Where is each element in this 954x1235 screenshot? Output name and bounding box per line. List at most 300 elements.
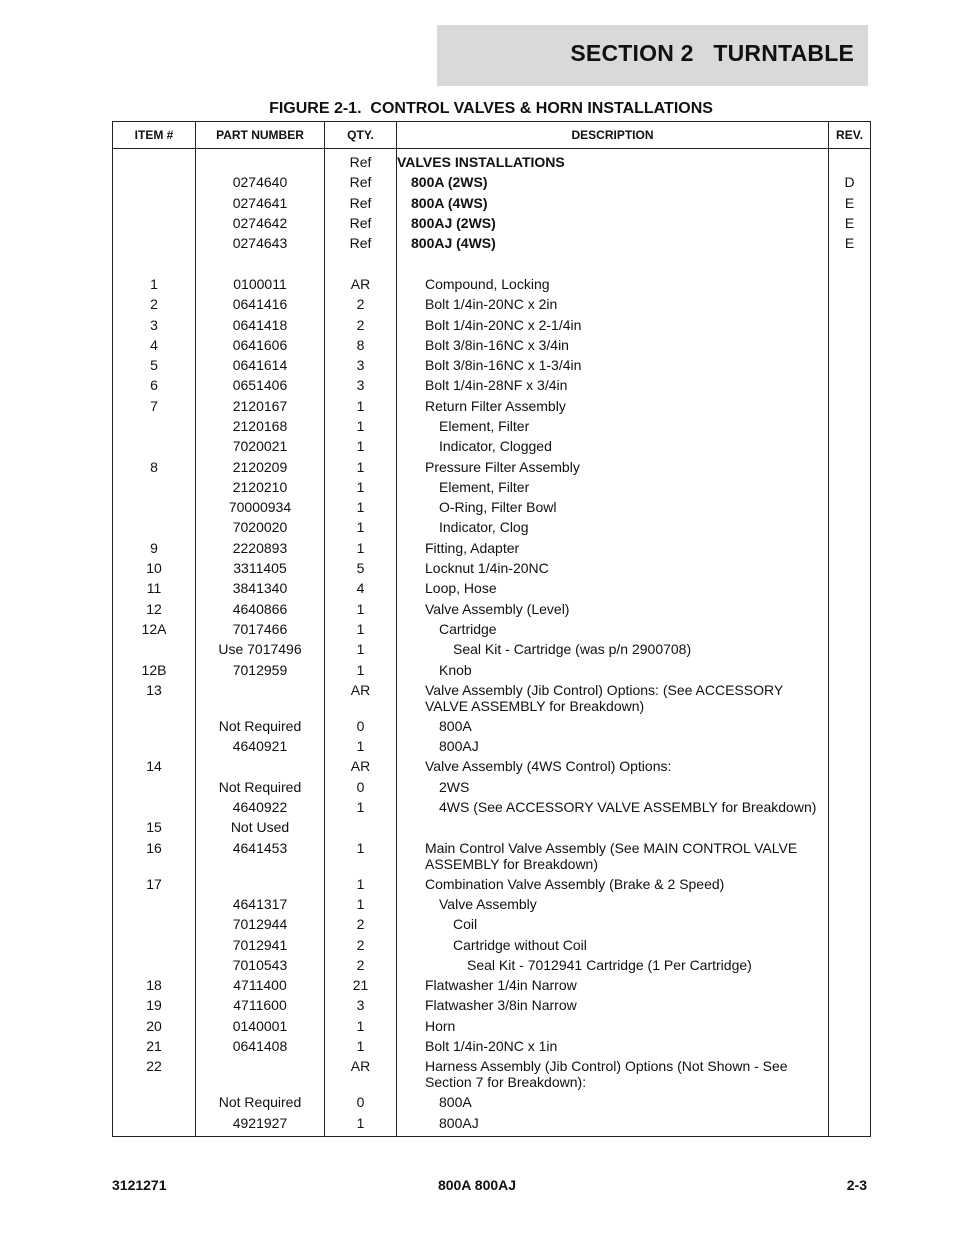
item-number-cell: 6: [113, 375, 196, 395]
table-row: [113, 517, 871, 537]
revision-cell: [829, 975, 871, 995]
part-number-cell: [196, 874, 325, 894]
revision-cell: [829, 817, 871, 837]
description-cell: [397, 294, 829, 314]
quantity-cell: AR: [325, 680, 397, 716]
quantity-cell: 1: [325, 894, 397, 914]
table-row: [113, 995, 871, 1015]
item-number-cell: [113, 253, 196, 273]
description-text: Bolt 3/8in-16NC x 1-3/4in: [425, 357, 582, 374]
description-text: Flatwasher 1/4in Narrow: [425, 977, 577, 994]
quantity-cell: 2: [325, 914, 397, 934]
table-row: [113, 975, 871, 995]
description-cell: [397, 375, 829, 395]
table-row: [113, 193, 871, 213]
column-header-part-number: PART NUMBER: [196, 122, 325, 149]
item-number-cell: 5: [113, 355, 196, 375]
part-number-cell: 4921927: [196, 1112, 325, 1136]
revision-cell: [829, 659, 871, 679]
part-number-cell: 4641453: [196, 838, 325, 874]
quantity-cell: [325, 253, 397, 273]
part-number-cell: 4711400: [196, 975, 325, 995]
description-text: Bolt 1/4in-28NF x 3/4in: [425, 377, 568, 394]
table-row: [113, 639, 871, 659]
part-number-cell: 0641614: [196, 355, 325, 375]
part-number-cell: 2120168: [196, 416, 325, 436]
table-row: [113, 838, 871, 874]
revision-cell: [829, 1092, 871, 1112]
section-header-box: [437, 25, 868, 86]
part-number-cell: 7012941: [196, 934, 325, 954]
revision-cell: [829, 456, 871, 476]
description-text: Element, Filter: [439, 478, 530, 495]
revision-cell: [829, 416, 871, 436]
quantity-cell: 0: [325, 1092, 397, 1112]
quantity-cell: 1: [325, 797, 397, 817]
part-number-cell: Not Used: [196, 817, 325, 837]
part-number-cell: 4640921: [196, 736, 325, 756]
quantity-cell: Ref: [325, 172, 397, 192]
description-cell: [397, 934, 829, 954]
description-text: Valve Assembly (Level): [425, 600, 570, 617]
table-row: [113, 335, 871, 355]
description-cell: [397, 619, 829, 639]
item-number-cell: 14: [113, 756, 196, 776]
footer-model: 800A 800AJ: [437, 1177, 517, 1193]
description-cell: [397, 172, 829, 192]
table-row: [113, 934, 871, 954]
item-number-cell: [113, 934, 196, 954]
table-row: [113, 253, 871, 273]
description-cell: [397, 914, 829, 934]
description-text: Pressure Filter Assembly: [425, 458, 580, 475]
parts-table-body: [113, 149, 871, 1137]
quantity-cell: 1: [325, 599, 397, 619]
description-text: Coil: [453, 916, 478, 933]
table-row: [113, 599, 871, 619]
table-row: [113, 1092, 871, 1112]
description-text: Fitting, Adapter: [425, 539, 520, 556]
quantity-cell: 1: [325, 874, 397, 894]
description-text: 800A (2WS): [411, 174, 488, 191]
description-text: O-Ring, Filter Bowl: [439, 499, 557, 516]
part-number-cell: 7012959: [196, 659, 325, 679]
table-row: [113, 1056, 871, 1092]
item-number-cell: 17: [113, 874, 196, 894]
description-text: 800AJ (4WS): [411, 235, 496, 252]
part-number-cell: 0274642: [196, 213, 325, 233]
part-number-cell: 7020020: [196, 517, 325, 537]
revision-cell: [829, 716, 871, 736]
item-number-cell: [113, 193, 196, 213]
revision-cell: [829, 149, 871, 173]
description-cell: [397, 659, 829, 679]
table-row: [113, 149, 871, 173]
description-cell: [397, 975, 829, 995]
quantity-cell: AR: [325, 756, 397, 776]
item-number-cell: [113, 172, 196, 192]
table-row: [113, 233, 871, 253]
part-number-cell: Not Required: [196, 1092, 325, 1112]
revision-cell: [829, 914, 871, 934]
quantity-cell: 8: [325, 335, 397, 355]
description-text: Valve Assembly: [439, 895, 537, 912]
item-number-cell: [113, 914, 196, 934]
part-number-cell: Not Required: [196, 716, 325, 736]
description-text: Seal Kit - Cartridge (was p/n 2900708): [453, 641, 692, 658]
table-row: [113, 375, 871, 395]
table-row: [113, 314, 871, 334]
description-cell: [397, 894, 829, 914]
description-text: Main Control Valve Assembly (See MAIN CONTROL VALVE ASSEMBLY for Breakdown): [425, 839, 798, 872]
description-text: Harness Assembly (Jib Control) Options (Not Shown - See Section 7 for Breakdown):: [425, 1058, 788, 1091]
revision-cell: [829, 874, 871, 894]
part-number-cell: 4641317: [196, 894, 325, 914]
item-number-cell: 18: [113, 975, 196, 995]
part-number-cell: [196, 149, 325, 173]
quantity-cell: AR: [325, 1056, 397, 1092]
quantity-cell: 21: [325, 975, 397, 995]
description-text: Cartridge without Coil: [453, 936, 587, 953]
table-row: [113, 716, 871, 736]
part-number-cell: 0274643: [196, 233, 325, 253]
item-number-cell: 12A: [113, 619, 196, 639]
part-number-cell: 4640922: [196, 797, 325, 817]
table-row: [113, 736, 871, 756]
table-header-row: [113, 122, 871, 149]
description-cell: [397, 517, 829, 537]
table-row: [113, 558, 871, 578]
item-number-cell: 12B: [113, 659, 196, 679]
description-cell: [397, 1036, 829, 1056]
description-cell: [397, 396, 829, 416]
description-text: Flatwasher 3/8in Narrow: [425, 997, 577, 1014]
description-cell: [397, 497, 829, 517]
part-number-cell: 0274641: [196, 193, 325, 213]
description-text: Bolt 1/4in-20NC x 2in: [425, 296, 558, 313]
revision-cell: [829, 894, 871, 914]
description-text: VALVES INSTALLATIONS: [397, 154, 565, 171]
description-cell: [397, 716, 829, 736]
description-text: 2WS: [439, 778, 470, 795]
revision-cell: [829, 314, 871, 334]
item-number-cell: [113, 233, 196, 253]
part-number-cell: 3311405: [196, 558, 325, 578]
quantity-cell: 1: [325, 497, 397, 517]
quantity-cell: 1: [325, 619, 397, 639]
item-number-cell: 3: [113, 314, 196, 334]
footer-page-number: 2-3: [846, 1177, 867, 1193]
revision-cell: [829, 934, 871, 954]
table-row: [113, 213, 871, 233]
item-number-cell: [113, 1112, 196, 1136]
quantity-cell: 0: [325, 777, 397, 797]
quantity-cell: 3: [325, 995, 397, 1015]
revision-cell: [829, 1016, 871, 1036]
quantity-cell: AR: [325, 274, 397, 294]
quantity-cell: 1: [325, 1036, 397, 1056]
quantity-cell: 2: [325, 934, 397, 954]
description-cell: [397, 578, 829, 598]
item-number-cell: [113, 477, 196, 497]
revision-cell: [829, 777, 871, 797]
description-cell: [397, 314, 829, 334]
description-cell: [397, 1092, 829, 1112]
item-number-cell: [113, 716, 196, 736]
description-cell: [397, 777, 829, 797]
item-number-cell: 8: [113, 456, 196, 476]
quantity-cell: 0: [325, 716, 397, 736]
revision-cell: [829, 797, 871, 817]
column-header-rev: REV.: [829, 122, 871, 149]
revision-cell: [829, 355, 871, 375]
quantity-cell: 5: [325, 558, 397, 578]
quantity-cell: Ref: [325, 149, 397, 173]
description-text: Seal Kit - 7012941 Cartridge (1 Per Cartridge): [467, 956, 752, 973]
description-cell: [397, 436, 829, 456]
quantity-cell: Ref: [325, 233, 397, 253]
parts-table: [112, 121, 871, 1137]
description-text: Horn: [425, 1017, 456, 1034]
table-row: [113, 456, 871, 476]
part-number-cell: 0274640: [196, 172, 325, 192]
revision-cell: [829, 736, 871, 756]
part-number-cell: [196, 253, 325, 273]
revision-cell: [829, 253, 871, 273]
table-row: [113, 578, 871, 598]
item-number-cell: 10: [113, 558, 196, 578]
quantity-cell: 3: [325, 355, 397, 375]
revision-cell: [829, 1056, 871, 1092]
description-text: 4WS (See ACCESSORY VALVE ASSEMBLY for Breakdown): [439, 799, 817, 816]
description-cell: [397, 558, 829, 578]
revision-cell: E: [829, 213, 871, 233]
part-number-cell: 7017466: [196, 619, 325, 639]
part-number-cell: 0100011: [196, 274, 325, 294]
description-cell: [397, 149, 829, 173]
revision-cell: [829, 680, 871, 716]
description-cell: [397, 477, 829, 497]
description-text: Valve Assembly (4WS Control) Options:: [425, 758, 672, 775]
item-number-cell: [113, 955, 196, 975]
description-text: 800AJ: [439, 738, 479, 755]
table-row: [113, 355, 871, 375]
item-number-cell: [113, 213, 196, 233]
part-number-cell: 0641606: [196, 335, 325, 355]
description-text: Locknut 1/4in-20NC: [425, 560, 549, 577]
table-row: [113, 477, 871, 497]
item-number-cell: [113, 436, 196, 456]
table-row: [113, 680, 871, 716]
revision-cell: [829, 375, 871, 395]
description-cell: [397, 253, 829, 273]
part-number-cell: 7010543: [196, 955, 325, 975]
quantity-cell: 1: [325, 456, 397, 476]
table-row: [113, 497, 871, 517]
description-cell: [397, 599, 829, 619]
table-row: [113, 172, 871, 192]
description-text: Bolt 3/8in-16NC x 3/4in: [425, 336, 569, 353]
column-header-description: DESCRIPTION: [397, 122, 829, 149]
description-cell: [397, 874, 829, 894]
section-title: SECTION 2 TURNTABLE: [570, 40, 854, 66]
description-text: Valve Assembly (Jib Control) Options: (See ACCESSORY VALVE ASSEMBLY for Breakdown): [425, 681, 783, 714]
description-cell: [397, 193, 829, 213]
part-number-cell: 3841340: [196, 578, 325, 598]
description-text: Combination Valve Assembly (Brake & 2 Speed): [425, 875, 725, 892]
item-number-cell: [113, 894, 196, 914]
quantity-cell: 1: [325, 436, 397, 456]
description-cell: [397, 1112, 829, 1136]
revision-cell: [829, 599, 871, 619]
revision-cell: [829, 517, 871, 537]
revision-cell: [829, 477, 871, 497]
description-text: 800A: [439, 717, 472, 734]
quantity-cell: Ref: [325, 213, 397, 233]
description-cell: [397, 955, 829, 975]
quantity-cell: 1: [325, 396, 397, 416]
description-text: Compound, Locking: [425, 275, 550, 292]
revision-cell: [829, 578, 871, 598]
description-text: Cartridge: [439, 620, 497, 637]
part-number-cell: Not Required: [196, 777, 325, 797]
quantity-cell: 1: [325, 1112, 397, 1136]
revision-cell: [829, 639, 871, 659]
table-row: [113, 874, 871, 894]
item-number-cell: 11: [113, 578, 196, 598]
description-text: Indicator, Clogged: [439, 438, 552, 455]
item-number-cell: [113, 1092, 196, 1112]
quantity-cell: 4: [325, 578, 397, 598]
table-row: [113, 777, 871, 797]
description-text: 800A: [439, 1094, 472, 1111]
description-cell: [397, 1056, 829, 1092]
description-cell: [397, 817, 829, 837]
revision-cell: [829, 436, 871, 456]
description-cell: [397, 838, 829, 874]
description-text: Bolt 1/4in-20NC x 2-1/4in: [425, 316, 582, 333]
part-number-cell: 7012944: [196, 914, 325, 934]
revision-cell: [829, 335, 871, 355]
description-text: 800AJ: [439, 1114, 479, 1131]
table-row: [113, 274, 871, 294]
revision-cell: [829, 497, 871, 517]
table-row: [113, 817, 871, 837]
item-number-cell: 22: [113, 1056, 196, 1092]
part-number-cell: 4640866: [196, 599, 325, 619]
part-number-cell: 0641416: [196, 294, 325, 314]
column-header-qty: QTY.: [325, 122, 397, 149]
part-number-cell: 7020021: [196, 436, 325, 456]
part-number-cell: 70000934: [196, 497, 325, 517]
part-number-cell: [196, 756, 325, 776]
description-cell: [397, 355, 829, 375]
table-row: [113, 396, 871, 416]
description-text: 800A (4WS): [411, 194, 488, 211]
quantity-cell: 1: [325, 517, 397, 537]
description-cell: [397, 456, 829, 476]
item-number-cell: [113, 777, 196, 797]
revision-cell: [829, 294, 871, 314]
part-number-cell: 0140001: [196, 1016, 325, 1036]
table-row: [113, 756, 871, 776]
table-row: [113, 1016, 871, 1036]
description-text: Loop, Hose: [425, 580, 497, 597]
table-row: [113, 894, 871, 914]
item-number-cell: 16: [113, 838, 196, 874]
item-number-cell: [113, 149, 196, 173]
part-number-cell: 2120167: [196, 396, 325, 416]
item-number-cell: 21: [113, 1036, 196, 1056]
item-number-cell: 12: [113, 599, 196, 619]
revision-cell: E: [829, 193, 871, 213]
column-header-item: ITEM #: [113, 122, 196, 149]
figure-title: FIGURE 2-1. CONTROL VALVES & HORN INSTALLATIONS: [269, 100, 713, 117]
quantity-cell: 3: [325, 375, 397, 395]
description-cell: [397, 995, 829, 1015]
description-cell: [397, 274, 829, 294]
revision-cell: D: [829, 172, 871, 192]
revision-cell: [829, 558, 871, 578]
revision-cell: [829, 756, 871, 776]
table-row: [113, 1112, 871, 1136]
quantity-cell: 1: [325, 639, 397, 659]
quantity-cell: 2: [325, 314, 397, 334]
revision-cell: [829, 1112, 871, 1136]
quantity-cell: 1: [325, 838, 397, 874]
description-cell: [397, 1016, 829, 1036]
revision-cell: [829, 955, 871, 975]
item-number-cell: 2: [113, 294, 196, 314]
item-number-cell: 19: [113, 995, 196, 1015]
item-number-cell: [113, 797, 196, 817]
revision-cell: [829, 538, 871, 558]
part-number-cell: 0651406: [196, 375, 325, 395]
table-row: [113, 538, 871, 558]
item-number-cell: 15: [113, 817, 196, 837]
quantity-cell: [325, 817, 397, 837]
quantity-cell: 1: [325, 416, 397, 436]
description-text: Element, Filter: [439, 418, 530, 434]
description-cell: [397, 538, 829, 558]
description-cell: [397, 639, 829, 659]
description-cell: [397, 797, 829, 817]
description-cell: [397, 736, 829, 756]
item-number-cell: 9: [113, 538, 196, 558]
quantity-cell: 1: [325, 538, 397, 558]
part-number-cell: [196, 1056, 325, 1092]
revision-cell: [829, 396, 871, 416]
table-row: [113, 1036, 871, 1056]
part-number-cell: 4711600: [196, 995, 325, 1015]
revision-cell: [829, 619, 871, 639]
table-row: [113, 436, 871, 456]
description-cell: [397, 756, 829, 776]
table-row: [113, 659, 871, 679]
part-number-cell: 2120209: [196, 456, 325, 476]
description-text: 800AJ (2WS): [411, 215, 496, 232]
table-row: [113, 619, 871, 639]
quantity-cell: 1: [325, 736, 397, 756]
part-number-cell: Use 7017496: [196, 639, 325, 659]
description-cell: [397, 233, 829, 253]
quantity-cell: 2: [325, 294, 397, 314]
table-row: [113, 294, 871, 314]
item-number-cell: [113, 639, 196, 659]
quantity-cell: 1: [325, 477, 397, 497]
quantity-cell: 1: [325, 1016, 397, 1036]
item-number-cell: [113, 416, 196, 436]
